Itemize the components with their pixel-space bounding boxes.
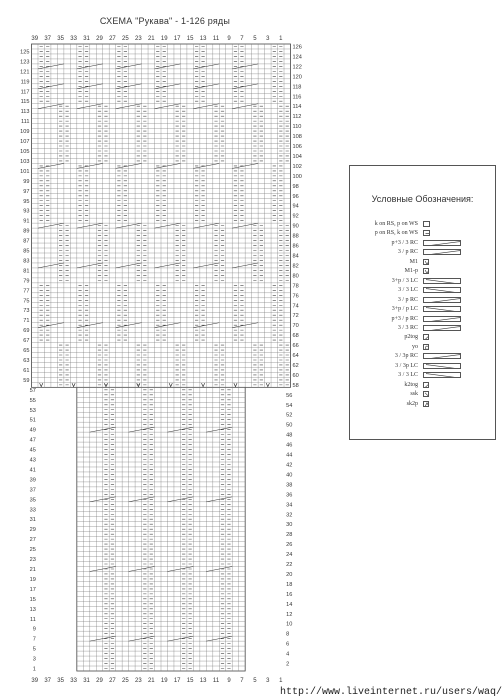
col-label-bottom: 15 bbox=[186, 678, 194, 684]
legend-item bbox=[350, 286, 495, 295]
row-label-left: 45 bbox=[29, 447, 36, 454]
row-label-right: 78 bbox=[292, 283, 299, 290]
row-label-left: 81 bbox=[23, 268, 30, 275]
col-label-top: 5 bbox=[253, 36, 257, 42]
row-label-right: 110 bbox=[292, 124, 302, 131]
row-label-left: 113 bbox=[20, 109, 30, 116]
row-label-right: 30 bbox=[286, 522, 293, 529]
col-label-bottom: 9 bbox=[227, 678, 231, 684]
row-label-right: 22 bbox=[286, 562, 293, 569]
legend-item-label: 3 / 3p LC bbox=[395, 362, 418, 369]
row-label-right: 70 bbox=[292, 323, 299, 330]
row-label-right: 118 bbox=[292, 84, 302, 91]
legend-symbol-cable-left-icon bbox=[423, 287, 461, 293]
row-label-right: 20 bbox=[286, 571, 293, 578]
col-label-top: 39 bbox=[31, 36, 39, 42]
row-label-right: 80 bbox=[292, 273, 299, 280]
row-label-left: 5 bbox=[32, 646, 36, 653]
legend-item bbox=[350, 258, 495, 267]
row-label-left: 105 bbox=[20, 148, 30, 155]
legend-symbol-m1-icon bbox=[423, 259, 429, 265]
legend-item bbox=[350, 362, 495, 371]
legend-symbol-cable-left-icon bbox=[423, 363, 461, 369]
row-label-right: 84 bbox=[292, 253, 299, 260]
row-label-right: 4 bbox=[286, 651, 290, 658]
row-label-right: 32 bbox=[286, 512, 293, 519]
legend-item-label: 3 / 3 LC bbox=[398, 372, 418, 379]
row-label-left: 97 bbox=[23, 188, 30, 195]
col-label-top: 17 bbox=[173, 36, 181, 42]
col-label-bottom: 3 bbox=[266, 678, 270, 684]
legend-item-label: 3+p / 3 LC bbox=[391, 277, 418, 284]
row-label-left: 101 bbox=[20, 168, 30, 175]
legend-item-label: k2tog bbox=[404, 381, 418, 388]
col-label-bottom: 1 bbox=[279, 678, 283, 684]
row-label-right: 124 bbox=[292, 54, 302, 61]
row-label-right: 112 bbox=[292, 114, 302, 121]
row-label-left: 117 bbox=[20, 89, 30, 96]
row-label-right: 122 bbox=[292, 64, 302, 71]
row-label-left: 77 bbox=[23, 288, 30, 295]
legend-item bbox=[350, 400, 495, 409]
legend-item-label: p+3 / p RC bbox=[391, 315, 418, 322]
legend-item bbox=[350, 324, 495, 333]
row-label-right: 74 bbox=[292, 303, 299, 310]
legend-item-label: sk2p bbox=[406, 400, 418, 407]
row-label-left: 53 bbox=[29, 407, 36, 414]
watermark-url[interactable]: http://www.liveinternet.ru/users/waq/ bbox=[279, 687, 502, 698]
row-label-left: 123 bbox=[20, 59, 30, 66]
row-label-right: 86 bbox=[292, 243, 299, 250]
legend-item bbox=[350, 296, 495, 305]
legend-symbol-dash-icon bbox=[423, 230, 430, 236]
legend-item bbox=[350, 352, 495, 361]
legend-symbol-sk2p-icon bbox=[423, 401, 429, 407]
legend-symbol-p2tog-icon bbox=[423, 334, 429, 340]
col-label-top: 1 bbox=[279, 36, 283, 42]
row-label-left: 111 bbox=[20, 119, 30, 126]
row-label-left: 41 bbox=[29, 467, 36, 474]
row-label-left: 61 bbox=[23, 367, 30, 374]
legend-item bbox=[350, 305, 495, 314]
legend-symbol-m1p-icon bbox=[423, 268, 429, 274]
legend-item bbox=[350, 248, 495, 257]
row-label-left: 27 bbox=[29, 537, 36, 544]
row-label-left: 31 bbox=[29, 517, 36, 524]
legend-symbol-k2tog-icon bbox=[423, 382, 429, 388]
col-label-bottom: 17 bbox=[173, 678, 181, 684]
col-label-bottom: 35 bbox=[57, 678, 64, 684]
row-label-right: 34 bbox=[286, 502, 293, 509]
legend-box bbox=[349, 165, 496, 440]
row-label-left: 17 bbox=[29, 586, 36, 593]
row-label-left: 89 bbox=[23, 228, 30, 235]
legend-item-label: 3 / 3 LC bbox=[398, 287, 418, 294]
row-label-left: 65 bbox=[23, 348, 30, 355]
row-label-right: 44 bbox=[286, 452, 293, 459]
legend-symbol-cable-right-icon bbox=[423, 325, 461, 331]
legend-symbol-cable-left-icon bbox=[423, 306, 461, 312]
legend-item bbox=[350, 390, 495, 399]
row-label-right: 116 bbox=[292, 94, 302, 101]
row-label-left: 11 bbox=[30, 616, 36, 623]
row-label-right: 62 bbox=[292, 362, 299, 369]
row-label-right: 6 bbox=[286, 641, 290, 648]
row-label-right: 54 bbox=[286, 402, 293, 409]
row-label-left: 95 bbox=[23, 198, 30, 205]
row-label-left: 85 bbox=[23, 248, 30, 255]
row-label-left: 57 bbox=[29, 387, 36, 394]
row-label-right: 114 bbox=[292, 104, 302, 111]
row-label-left: 9 bbox=[32, 626, 36, 633]
row-label-right: 58 bbox=[292, 382, 299, 389]
row-label-left: 109 bbox=[20, 129, 30, 136]
legend-item-label: 3 / p RC bbox=[397, 296, 418, 303]
row-label-left: 49 bbox=[29, 427, 36, 434]
row-label-right: 36 bbox=[286, 492, 293, 499]
legend-item-label: yo bbox=[412, 343, 418, 350]
row-label-left: 121 bbox=[20, 69, 30, 76]
row-label-left: 25 bbox=[29, 547, 36, 554]
row-label-right: 14 bbox=[286, 601, 293, 608]
col-label-top: 27 bbox=[109, 36, 116, 42]
legend-item-label: M1 bbox=[409, 258, 418, 265]
row-label-right: 8 bbox=[286, 631, 290, 638]
col-label-top: 29 bbox=[96, 36, 103, 42]
row-label-left: 93 bbox=[23, 208, 30, 215]
row-label-right: 120 bbox=[292, 74, 302, 81]
row-label-right: 38 bbox=[286, 482, 293, 489]
row-label-right: 94 bbox=[292, 203, 299, 210]
col-label-bottom: 31 bbox=[83, 678, 90, 684]
row-label-right: 40 bbox=[286, 472, 293, 479]
col-label-bottom: 33 bbox=[70, 678, 77, 684]
row-label-right: 64 bbox=[292, 353, 299, 360]
row-label-right: 56 bbox=[286, 392, 293, 399]
row-label-left: 115 bbox=[20, 99, 30, 106]
legend-symbol-cable-right-icon bbox=[423, 249, 461, 255]
row-label-left: 107 bbox=[20, 139, 30, 146]
col-label-top: 33 bbox=[70, 36, 77, 42]
legend-symbol-cable-left-icon bbox=[423, 372, 461, 378]
row-label-left: 47 bbox=[29, 437, 36, 444]
col-label-bottom: 7 bbox=[240, 678, 244, 684]
row-label-right: 92 bbox=[292, 213, 299, 220]
col-label-bottom: 13 bbox=[199, 678, 207, 684]
row-label-left: 59 bbox=[23, 377, 30, 384]
legend-item bbox=[350, 315, 495, 324]
row-label-right: 24 bbox=[286, 552, 293, 559]
row-label-left: 79 bbox=[23, 278, 30, 285]
legend-item bbox=[350, 333, 495, 342]
legend-symbol-cable-right-icon bbox=[423, 297, 461, 303]
row-label-left: 19 bbox=[29, 576, 36, 583]
row-label-left: 75 bbox=[23, 298, 30, 305]
row-label-right: 12 bbox=[286, 611, 293, 618]
row-label-left: 63 bbox=[23, 357, 30, 364]
col-label-bottom: 25 bbox=[122, 678, 129, 684]
row-label-right: 42 bbox=[286, 462, 293, 469]
legend-symbol-cable-right-icon bbox=[423, 316, 461, 322]
row-label-right: 96 bbox=[292, 193, 299, 200]
row-label-right: 28 bbox=[286, 532, 293, 539]
col-label-bottom: 39 bbox=[31, 678, 39, 684]
legend-item-label: 3 / p RC bbox=[397, 249, 418, 256]
legend-item bbox=[350, 267, 495, 276]
row-label-left: 83 bbox=[23, 258, 30, 265]
legend-symbol-cable-left-icon bbox=[423, 278, 461, 284]
legend-symbol-cable-right-icon bbox=[423, 353, 461, 359]
legend-item bbox=[350, 381, 495, 390]
col-label-bottom: 21 bbox=[147, 678, 155, 684]
legend-item-label: M1-p bbox=[404, 268, 418, 275]
row-label-right: 104 bbox=[292, 153, 302, 160]
col-label-bottom: 23 bbox=[134, 678, 142, 684]
row-label-right: 46 bbox=[286, 442, 293, 449]
col-label-top: 7 bbox=[240, 36, 244, 42]
row-label-left: 73 bbox=[23, 308, 30, 315]
row-label-right: 52 bbox=[286, 412, 293, 419]
row-label-right: 26 bbox=[286, 542, 293, 549]
row-label-left: 91 bbox=[23, 218, 30, 225]
row-label-right: 102 bbox=[292, 163, 302, 170]
row-label-right: 48 bbox=[286, 432, 293, 439]
row-label-right: 98 bbox=[292, 183, 299, 190]
row-label-left: 99 bbox=[23, 178, 30, 185]
row-label-left: 29 bbox=[29, 527, 36, 534]
legend-symbol-ssk-icon bbox=[423, 391, 429, 397]
col-label-bottom: 5 bbox=[253, 678, 257, 684]
col-label-bottom: 27 bbox=[109, 678, 116, 684]
legend-item-label: p+3 / 3 RC bbox=[391, 239, 418, 246]
row-label-right: 66 bbox=[292, 343, 299, 350]
row-label-left: 119 bbox=[20, 79, 30, 86]
row-label-right: 16 bbox=[286, 591, 293, 598]
col-label-top: 9 bbox=[227, 36, 231, 42]
row-label-left: 37 bbox=[29, 487, 36, 494]
legend-item bbox=[350, 343, 495, 352]
legend-item-label: k on RS, p on WS bbox=[374, 221, 418, 227]
col-label-top: 21 bbox=[147, 36, 155, 42]
legend-item-label: 3 / 3p RC bbox=[394, 353, 418, 360]
row-label-right: 126 bbox=[292, 44, 302, 51]
legend-item bbox=[350, 220, 495, 229]
row-label-right: 72 bbox=[292, 313, 299, 320]
col-label-top: 15 bbox=[186, 36, 194, 42]
col-label-top: 23 bbox=[134, 36, 142, 42]
legend-item bbox=[350, 277, 495, 286]
legend-item-label: ssk bbox=[410, 391, 418, 398]
row-label-right: 106 bbox=[292, 144, 302, 151]
col-label-top: 31 bbox=[83, 36, 90, 42]
col-label-bottom: 11 bbox=[212, 678, 220, 684]
row-label-left: 39 bbox=[29, 477, 36, 484]
legend-item-label: 3+p / p LC bbox=[391, 306, 418, 313]
row-label-right: 60 bbox=[292, 372, 299, 379]
legend-item-label: p2tog bbox=[404, 334, 418, 341]
row-label-left: 35 bbox=[29, 497, 36, 504]
chart-title: СХЕМА "Рукава" - 1-126 ряды bbox=[99, 16, 231, 26]
legend-symbol-empty-icon bbox=[423, 221, 430, 227]
col-label-bottom: 37 bbox=[44, 678, 52, 684]
legend-item-label: 3 / 3 RC bbox=[397, 324, 418, 331]
col-label-top: 19 bbox=[160, 36, 168, 42]
col-label-bottom: 19 bbox=[160, 678, 168, 684]
row-label-left: 1 bbox=[32, 666, 36, 673]
row-label-left: 21 bbox=[29, 566, 36, 573]
row-label-left: 7 bbox=[32, 636, 36, 643]
row-label-left: 23 bbox=[29, 557, 36, 564]
legend-item bbox=[350, 239, 495, 248]
row-label-left: 55 bbox=[29, 397, 36, 404]
col-label-top: 11 bbox=[212, 36, 220, 42]
row-label-right: 10 bbox=[286, 621, 293, 628]
row-label-left: 15 bbox=[29, 596, 36, 603]
col-label-top: 3 bbox=[266, 36, 270, 42]
legend-title: Условные Обозначения: bbox=[371, 194, 474, 204]
row-label-left: 33 bbox=[29, 507, 36, 514]
col-label-top: 37 bbox=[44, 36, 52, 42]
row-label-left: 3 bbox=[32, 656, 36, 663]
col-label-top: 25 bbox=[122, 36, 129, 42]
row-label-right: 18 bbox=[286, 581, 293, 588]
row-label-right: 100 bbox=[292, 173, 302, 180]
row-label-right: 108 bbox=[292, 134, 302, 141]
col-label-bottom: 29 bbox=[96, 678, 103, 684]
row-label-left: 125 bbox=[20, 49, 30, 56]
row-label-right: 90 bbox=[292, 223, 299, 230]
row-label-right: 50 bbox=[286, 422, 293, 429]
legend-item bbox=[350, 371, 495, 380]
row-label-right: 88 bbox=[292, 233, 299, 240]
legend-symbol-cable-right-icon bbox=[423, 240, 461, 246]
col-label-top: 13 bbox=[199, 36, 207, 42]
row-label-right: 68 bbox=[292, 333, 299, 340]
row-label-left: 87 bbox=[23, 238, 30, 245]
row-label-right: 82 bbox=[292, 263, 299, 270]
row-label-left: 69 bbox=[23, 328, 30, 335]
col-label-top: 35 bbox=[57, 36, 64, 42]
legend-item-label: p on RS, k on WS bbox=[374, 230, 418, 237]
row-label-right: 2 bbox=[286, 661, 290, 668]
row-label-left: 103 bbox=[20, 158, 30, 165]
legend-symbol-yo-icon bbox=[423, 344, 429, 350]
row-label-left: 71 bbox=[23, 318, 30, 325]
row-label-right: 76 bbox=[292, 293, 299, 300]
row-label-left: 13 bbox=[29, 606, 36, 613]
legend-item bbox=[350, 229, 495, 238]
row-label-left: 51 bbox=[29, 417, 36, 424]
row-label-left: 67 bbox=[23, 338, 30, 345]
row-label-left: 43 bbox=[29, 457, 36, 464]
